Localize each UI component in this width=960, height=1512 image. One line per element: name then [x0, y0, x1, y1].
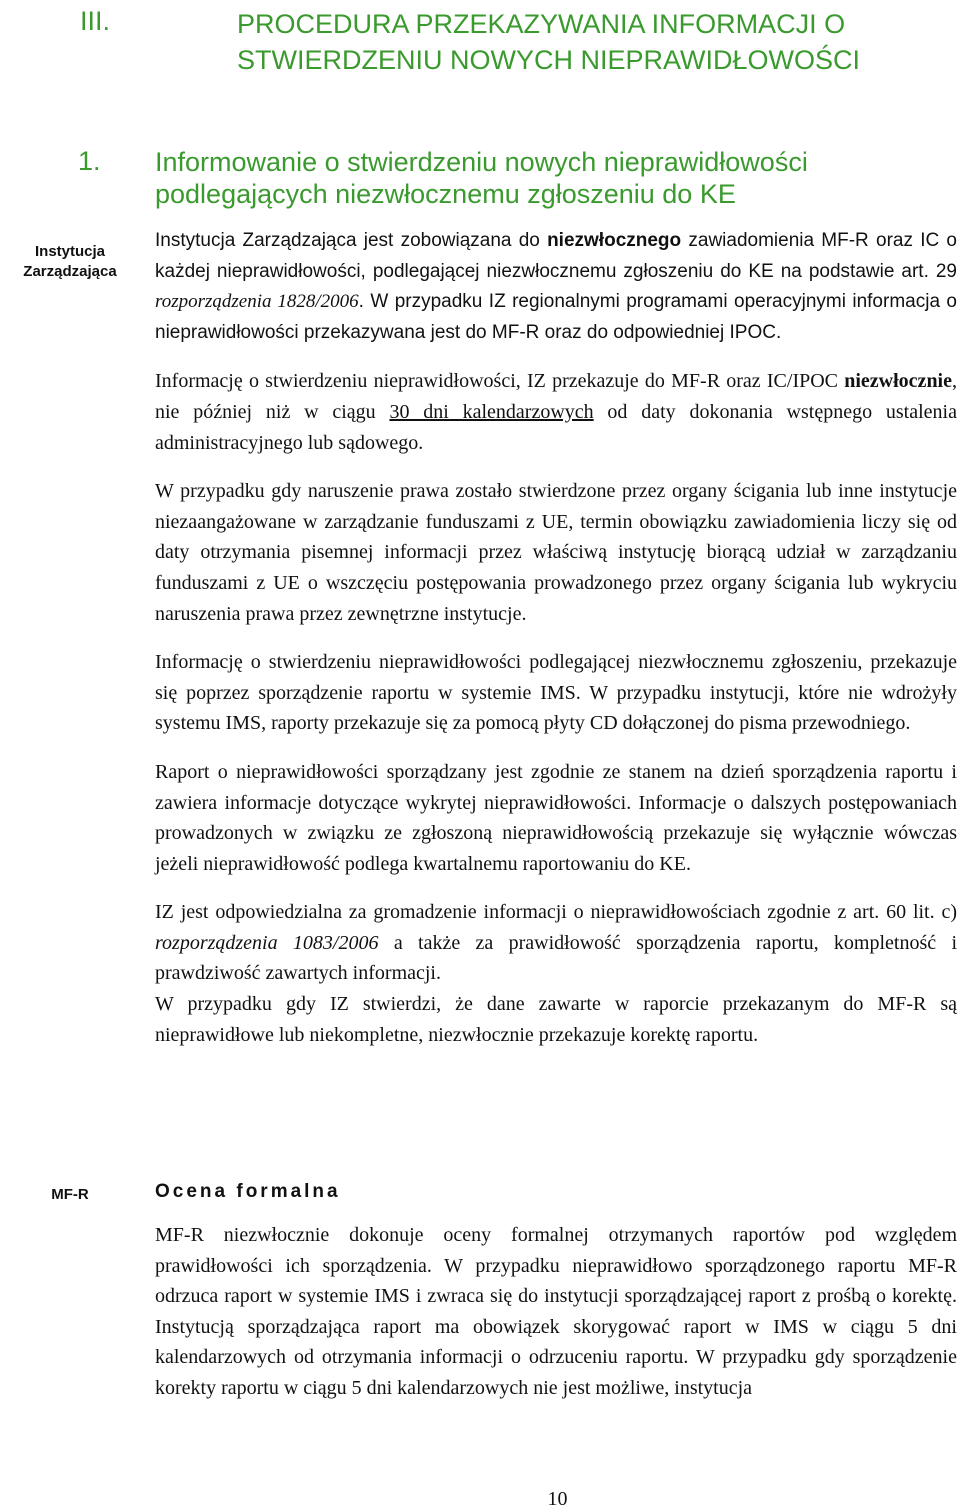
ocena-formalna-heading: Ocena formalna	[155, 1181, 341, 1202]
paragraph-1: Instytucja Zarządzająca jest zobowiązana do niezwłocznego zawiadomienia MF-R oraz IC o każdej nieprawidłowości, podlegającej niezwłocznemu zgłoszeniu do KE na podstawie art. 29 rozporządzenia 1828/2006. W przypadku IZ regionalnymi programami operacyjnymi informacja o nieprawidłowości przekazywana jest do MF-R oraz do odpowiedniej IPOC.	[155, 230, 957, 343]
side-label-iz: Instytucja Zarządzająca	[23, 243, 117, 280]
paragraph-4: Informację o stwierdzeniu nieprawidłowości podlegającej niezwłocznemu zgłoszeniu, przekazuje się poprzez sporządzenie raportu w systemie IMS. W przypadku instytucji, które nie wdrożyły systemu IMS, raporty przekazuje się za pomocą płyty CD dołączonej do pisma przewodniego.	[155, 651, 957, 735]
paragraph-8: MF-R niezwłocznie dokonuje oceny formalnej otrzymanych raportów pod względem prawidłowości ich sporządzenia. W przypadku nieprawidłowo sporządzonego raportu MF-R odrzuca raport w systemie IMS i zwraca się do instytucji sporządzającej raport z prośbą o korektę. Instytucją sporządzająca raport ma obowiązek skorygować raport w IMS w ciągu 5 dni kalendarzowych od otrzymania informacji o odrzuceniu raportu. W przypadku gdy sporządzenie korekty raportu w ciągu 5 dni kalendarzowych nie jest możliwe, instytucja	[155, 1224, 957, 1399]
subsection-number: 1.	[78, 146, 101, 176]
paragraph-7: W przypadku gdy IZ stwierdzi, że dane zawarte w raporcie przekazanym do MF-R są nieprawidłowe lub niekompletne, niezwłocznie przekazuje korektę raportu.	[155, 993, 957, 1046]
side-label-mfr: MF-R	[51, 1186, 89, 1203]
main-body-top	[155, 226, 957, 1050]
section-number: III.	[80, 6, 111, 36]
section-title: PROCEDURA PRZEKAZYWANIA INFORMACJI O STWIERDZENIU NOWYCH NIEPRAWIDŁOWOŚCI	[237, 9, 861, 75]
page-number: 10	[547, 1488, 568, 1510]
main-body-bottom	[155, 1220, 957, 1404]
subsection-title: Informowanie o stwierdzeniu nowych nieprawidłowości podlegających niezwłocznemu zgłoszeniu do KE	[155, 147, 808, 209]
paragraph-5: Raport o nieprawidłowości sporządzany jest zgodnie ze stanem na dzień sporządzenia raportu i zawiera informacje dotyczące wykrytej nieprawidłowości. Informacje o dalszych postępowaniach prowadzonych w związku ze zgłoszoną nieprawidłowością przekazuje się wyłącznie wówczas jeżeli nieprawidłowość podlega kwartalnemu raportowaniu do KE.	[155, 760, 957, 875]
paragraph-6: IZ jest odpowiedzialna za gromadzenie informacji o nieprawidłowościach zgodnie z art. 60 lit. c) rozporządzenia 1083/2006 a także za prawidłowość sporządzenia raportu, kompletność i prawdziwość zawartych informacji.	[155, 901, 958, 985]
paragraph-3: W przypadku gdy naruszenie prawa zostało stwierdzone przez organy ścigania lub inne instytucje niezaangażowane w zarządzanie funduszami z UE, termin obowiązku zawiadomienia liczy się od daty otrzymania pisemnej informacji przez właściwą instytucję biorącą udział w zarządzaniu funduszami z UE o wszczęciu postępowania prowadzonego przez organy ścigania lub wykryciu naruszenia prawa przez zewnętrzne instytucje.	[155, 480, 957, 625]
paragraph-2: Informację o stwierdzeniu nieprawidłowości, IZ przekazuje do MF-R oraz IC/IPOC niezwłocznie, nie później niż w ciągu 30 dni kalendarzowych od daty dokonania wstępnego ustalenia administracyjnego lub sądowego.	[155, 370, 957, 454]
